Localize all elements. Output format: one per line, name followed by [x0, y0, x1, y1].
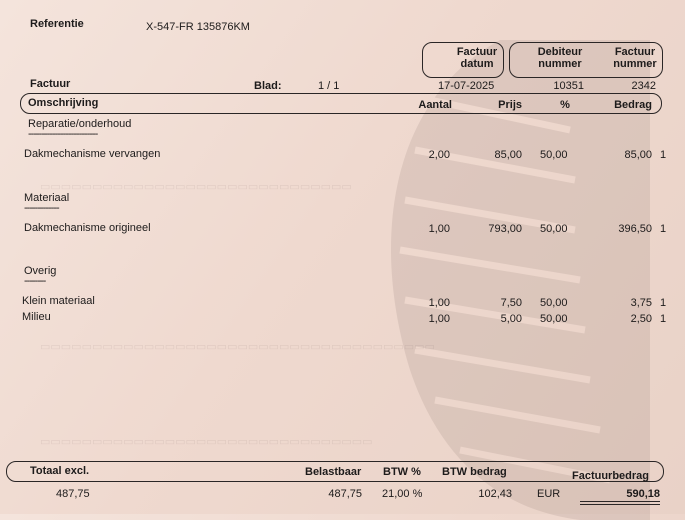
- currency-label: EUR: [537, 488, 561, 500]
- row-bedrag: 396,50: [618, 223, 652, 235]
- btw-bedrag-label: BTW bedrag: [442, 466, 507, 478]
- row-pct: 50,00: [540, 223, 568, 235]
- row-code: 1: [660, 297, 667, 309]
- row-bedrag: 85,00: [624, 149, 652, 161]
- bleed-through-text: ▭▭▭▭▭▭▭▭▭▭▭▭▭▭▭▭▭▭▭▭▭▭▭▭▭▭▭▭▭▭▭▭: [40, 436, 373, 448]
- btw-pct-value: 21,00 %: [382, 488, 423, 500]
- row-aantal: 1,00: [428, 313, 450, 325]
- section-title: Materiaal: [24, 192, 70, 204]
- debiteur-nummer-label: Debiteur nummer: [537, 46, 583, 70]
- col-omschrijving: Omschrijving: [28, 97, 99, 109]
- row-prijs: 793,00: [488, 223, 522, 235]
- col-pct: %: [560, 99, 570, 111]
- row-pct: 50,00: [540, 297, 568, 309]
- section-title: Reparatie/onderhoud: [28, 118, 132, 130]
- blad-label: Blad:: [254, 80, 282, 92]
- section-dashes: --------------------------: [28, 128, 98, 140]
- col-aantal: Aantal: [418, 99, 452, 111]
- row-code: 1: [660, 223, 667, 235]
- section-title: Overig: [24, 265, 57, 277]
- col-prijs: Prijs: [498, 99, 522, 111]
- referentie-value: X-547-FR 135876KM: [146, 21, 250, 33]
- factuurbedrag-label: Factuurbedrag: [572, 470, 650, 482]
- belastbaar-label: Belastbaar: [305, 466, 362, 478]
- col-bedrag: Bedrag: [614, 99, 652, 111]
- double-underline: [580, 504, 660, 505]
- row-bedrag: 2,50: [630, 313, 652, 325]
- section-dashes: --------: [24, 275, 46, 287]
- row-prijs: 7,50: [500, 297, 522, 309]
- row-aantal: 1,00: [428, 223, 450, 235]
- factuur-nummer-value: 2342: [631, 80, 656, 92]
- blad-value: 1 / 1: [318, 80, 340, 92]
- bleed-through-text: ▭▭▭▭▭▭▭▭▭▭▭▭▭▭▭▭▭▭▭▭▭▭▭▭▭▭▭▭▭▭: [40, 181, 352, 193]
- bleed-through-text: ▭▭▭▭▭▭▭▭▭▭▭▭▭▭▭▭▭▭▭▭▭▭▭▭▭▭▭▭▭▭▭▭▭▭▭▭▭▭: [40, 341, 435, 353]
- row-prijs: 5,00: [500, 313, 522, 325]
- row-bedrag: 3,75: [630, 297, 652, 309]
- row-description: Milieu: [22, 311, 51, 323]
- factuur-nummer-label: Factuur nummer: [613, 46, 657, 70]
- row-aantal: 2,00: [428, 149, 450, 161]
- row-description: Klein materiaal: [22, 295, 95, 307]
- factuur-datum-label: Factuur datum: [456, 46, 498, 70]
- belastbaar-value: 487,75: [328, 488, 362, 500]
- row-code: 1: [660, 313, 667, 325]
- section-dashes: -------------: [24, 202, 59, 214]
- factuurbedrag-value: 590,18: [580, 488, 660, 502]
- debiteur-nummer-value: 10351: [553, 80, 584, 92]
- row-prijs: 85,00: [494, 149, 522, 161]
- row-aantal: 1,00: [428, 297, 450, 309]
- totaal-excl-value: 487,75: [56, 488, 90, 500]
- factuur-datum-value: 17-07-2025: [438, 80, 495, 92]
- factuur-label: Factuur: [30, 78, 71, 90]
- row-description: Dakmechanisme vervangen: [24, 148, 161, 160]
- btw-pct-label: BTW %: [383, 466, 421, 478]
- totaal-excl-label: Totaal excl.: [30, 465, 90, 477]
- row-pct: 50,00: [540, 149, 568, 161]
- row-code: 1: [660, 149, 667, 161]
- btw-bedrag-value: 102,43: [478, 488, 512, 500]
- referentie-label: Referentie: [30, 18, 84, 30]
- row-description: Dakmechanisme origineel: [24, 222, 151, 234]
- row-pct: 50,00: [540, 313, 568, 325]
